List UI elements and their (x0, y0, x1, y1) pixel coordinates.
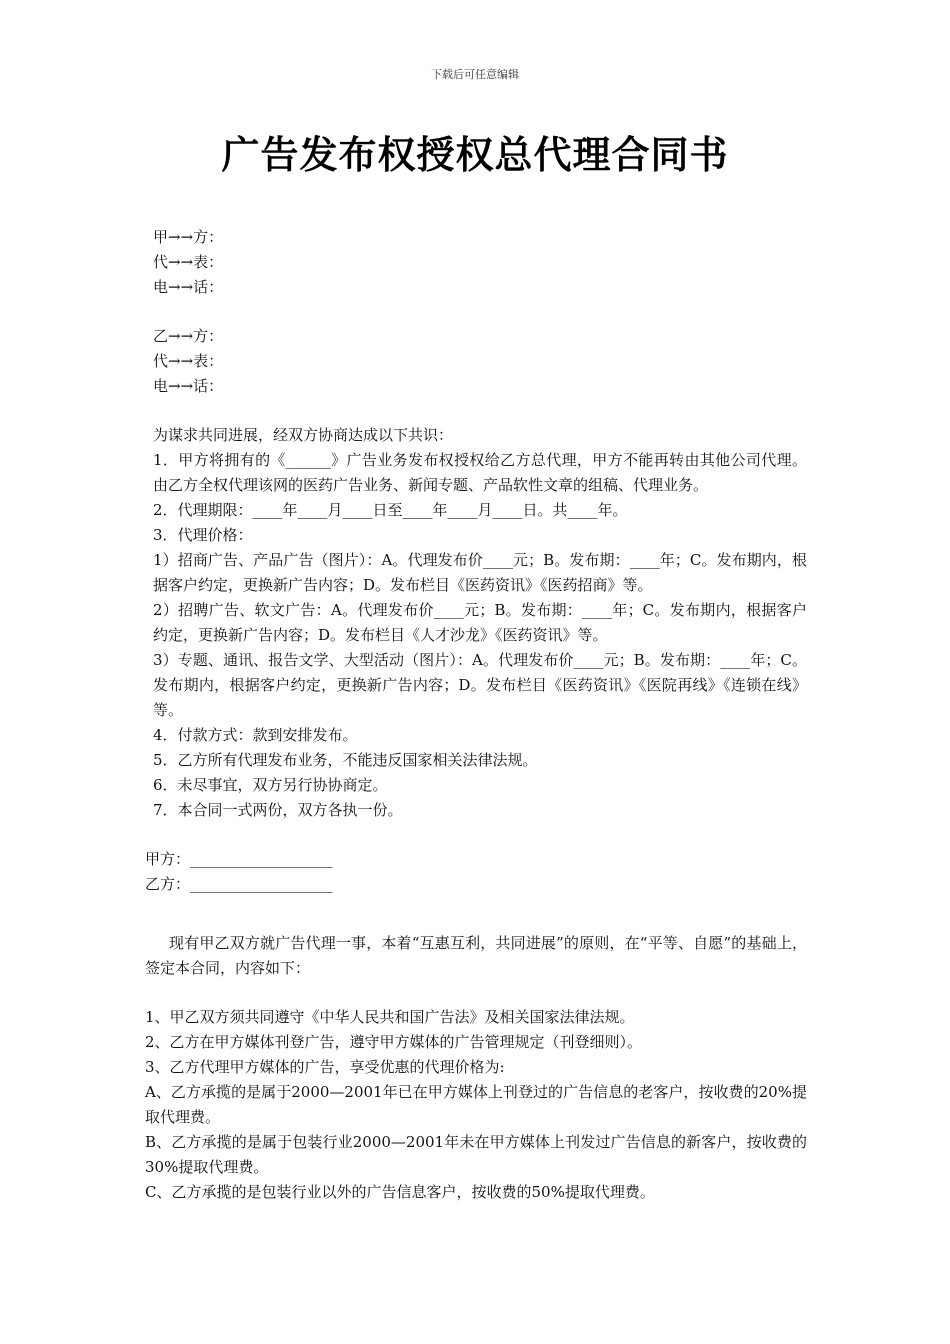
header-note: 下载后可任意编辑 (431, 68, 519, 81)
party-b-name: 乙→→方： (153, 327, 224, 345)
section2-item: 3、乙方代理甲方媒体的广告，享受优惠的代理价格为: (145, 1058, 505, 1076)
section2-intro: 现有甲乙双方就广告代理一事，本着“互惠互利，共同进展”的原则，在“平等、自愿”的基础上，签定本合同，内容如下： (145, 934, 807, 977)
clauses-intro: 为谋求共同进展，经双方协商达成以下共识： (153, 426, 454, 444)
party-b-rep: 代→→表： (153, 352, 224, 370)
clause-3-3: 3）专题、通讯、报告文学、大型活动（图片）：A。代理发布价____元；B。发布期：____年；C。发布期内，根据客户约定，更换新广告内容；D。发布栏目《医药资讯》《医院再线》《连锁在线》等。 (153, 651, 807, 719)
party-a-rep: 代→→表： (153, 253, 224, 271)
section2-item: A、乙方承揽的是属于2000—2001年已在甲方媒体上刊登过的广告信息的老客户，按收费的20%提取代理费。 (145, 1083, 807, 1126)
document-title: 广告发布权授权总代理合同书 (221, 133, 729, 177)
signature-party-b: 乙方：___________________ (145, 875, 333, 893)
clause-4: 4．付款方式：款到安排发布。 (153, 726, 358, 744)
section2-item: 1、甲乙双方须共同遵守《中华人民共和国广告法》及相关国家法律法规。 (145, 1008, 635, 1026)
section2-item: C、乙方承揽的是包装行业以外的广告信息客户，按收费的50%提取代理费。 (145, 1183, 655, 1201)
party-a-name: 甲→→方： (153, 228, 224, 246)
clause-3: 3．代理价格： (153, 526, 253, 544)
section2-item: B、乙方承揽的是属于包装行业2000—2001年未在甲方媒体上刊发过广告信息的新客户，按收费的30%提取代理费。 (145, 1133, 807, 1176)
party-a-phone: 电→→话： (153, 278, 224, 296)
clause-1: 1．甲方将拥有的《______》广告业务发布权授权给乙方总代理，甲方不能再转由其他公司代理。由乙方全权代理该网的医药广告业务、新闻专题、产品软性文章的组稿、代理业务。 (153, 451, 807, 494)
clause-5: 5．乙方所有代理发布业务，不能违反国家相关法律法规。 (153, 751, 538, 769)
clause-3-1: 1）招商广告、产品广告（图片）：A。代理发布价____元；B。发布期：____年；C。发布期内，根据客户约定，更换新广告内容；D。发布栏目《医药资讯》《医药招商》等。 (153, 551, 807, 594)
clause-2: 2．代理期限：____年____月____日至____年____月____日。共____年。 (153, 501, 628, 519)
section2-item: 2、乙方在甲方媒体刊登广告，遵守甲方媒体的广告管理规定（刊登细则）。 (145, 1033, 643, 1051)
document-body (145, 225, 807, 1205)
party-b-phone: 电→→话： (153, 377, 224, 395)
clause-6: 6．未尽事宜，双方另行协协商定。 (153, 776, 388, 794)
signature-party-a: 甲方：___________________ (145, 850, 333, 868)
clause-7: 7．本合同一式两份，双方各执一份。 (153, 801, 403, 819)
clause-3-2: 2）招聘广告、软文广告：A。代理发布价____元；B。发布期：____年；C。发布期内，根据客户约定，更换新广告内容；D。发布栏目《人才沙龙》《医药资讯》等。 (153, 601, 807, 644)
